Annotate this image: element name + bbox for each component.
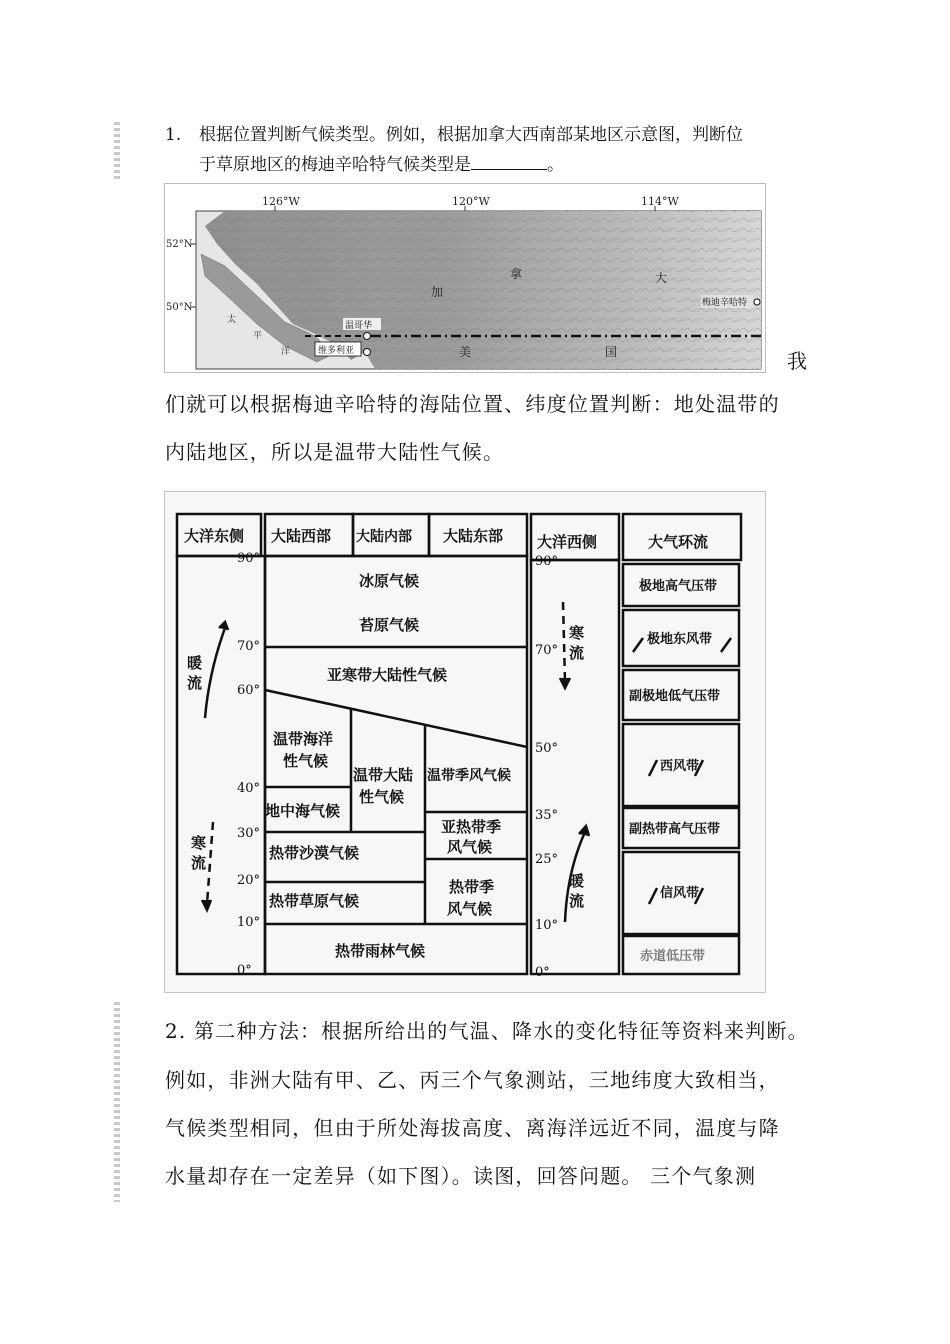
- left-lat-0: 0°: [237, 963, 252, 978]
- region-char-guo: 国: [605, 345, 618, 359]
- climate-tropical-rainforest: 热带雨林气候: [335, 942, 426, 960]
- climate-tropical-desert: 热带沙漠气候: [269, 844, 360, 862]
- right-lat-0: 0°: [535, 965, 550, 980]
- climate-temperate-continental-2: 性气候: [359, 788, 405, 806]
- city-label-vancouver: 温哥华: [345, 321, 373, 331]
- answer-blank[interactable]: [471, 155, 547, 170]
- question-1-line2: [165, 150, 815, 180]
- climate-subtropical-monsoon-1: 亚热带季: [441, 818, 502, 836]
- city-label-victoria: 维多利亚: [318, 346, 355, 356]
- question-1-text-2: 于草原地区的梅迪辛哈特气候类型是: [199, 155, 471, 175]
- region-char-na: 拿: [510, 267, 523, 281]
- left-lat-20: 20°: [237, 873, 261, 888]
- left-cold-arrow: [207, 822, 213, 904]
- region-char-jia: 加: [431, 285, 444, 299]
- climate-temperate-maritime-1: 温带海洋: [273, 730, 334, 748]
- margin-mark-bottom: [114, 1002, 120, 1202]
- climate-subarctic: 亚寒带大陆性气候: [327, 666, 448, 684]
- q2-line1: 2. 第二种方法：根据所给出的气温、降水的变化特征等资料来判断。: [165, 1019, 809, 1043]
- right-lat-50: 50°: [535, 741, 559, 756]
- header-continent-east: 大陆东部: [443, 527, 504, 545]
- climate-temperate-continental-1: 温带大陆: [353, 766, 414, 784]
- q2-line4: 水量却存在一定差异（如下图）。读图，回答问题。 三个气象测: [165, 1164, 757, 1188]
- belt-polar-easterlies: 极地东风带: [647, 632, 713, 647]
- margin-mark-top: [114, 122, 120, 180]
- right-lat-25: 25°: [535, 852, 559, 867]
- region-char-mei: 美: [459, 345, 472, 359]
- left-cold-current-1: 寒: [191, 834, 207, 852]
- climate-temperate-monsoon: 温带季风气候: [427, 768, 511, 784]
- belt-trade-winds: 信风带: [660, 886, 700, 901]
- question-1-line1: [165, 120, 815, 150]
- left-cold-current-2: 流: [191, 854, 207, 872]
- lon-label-120: 120°W: [452, 195, 490, 208]
- right-lat-90: 90°: [535, 554, 559, 569]
- climate-tundra: 苔原气候: [359, 616, 420, 634]
- map-svg: [165, 184, 765, 372]
- left-warm-arrow: [205, 628, 225, 718]
- after-map-line2: 们就可以根据梅迪辛哈特的海陆位置、纬度位置判断：地处温带的: [165, 392, 780, 416]
- climate-mediterranean: 地中海气候: [265, 802, 341, 820]
- wind-arrow-icon: [649, 888, 657, 904]
- climate-tropical-savanna: 热带草原气候: [269, 892, 360, 910]
- lon-label-114: 114°W: [641, 195, 679, 208]
- climate-table-svg: [165, 492, 765, 992]
- left-warm-current-1: 暖: [187, 654, 203, 672]
- climate-tropical-monsoon-2: 风气候: [447, 900, 493, 918]
- climate-temperate-maritime-2: 性气候: [283, 752, 329, 770]
- right-lat-10: 10°: [535, 918, 559, 933]
- city-label-medicine-hat: 梅迪辛哈特: [702, 298, 748, 308]
- city-dot-medicine-hat: [754, 299, 760, 305]
- left-lat-70: 70°: [237, 639, 261, 654]
- belt-equatorial-low: 赤道低压带: [640, 949, 706, 964]
- belt-westerlies: 西风带: [660, 759, 700, 774]
- wind-arrow-icon: [649, 760, 657, 776]
- left-lat-30: 30°: [237, 826, 261, 841]
- wind-arrow-icon: [633, 638, 643, 652]
- question-1: [165, 120, 815, 180]
- left-lat-40: 40°: [237, 781, 261, 796]
- left-lat-60: 60°: [237, 683, 261, 698]
- left-warm-current-2: 流: [187, 674, 203, 692]
- lon-label-126: 126°W: [262, 195, 300, 208]
- right-lat-35: 35°: [535, 808, 559, 823]
- wind-arrow-icon: [721, 638, 731, 652]
- question-1-number: 1.: [165, 125, 182, 145]
- header-continent-inner: 大陆内部: [356, 529, 412, 545]
- question-1-text: 根据位置判断气候类型。例如，根据加拿大西南部某地区示意图，判断位: [199, 125, 743, 145]
- left-lat-10: 10°: [237, 915, 261, 930]
- q2-line3: 气候类型相同，但由于所处海拔高度、离海洋远近不同，温度与降: [165, 1116, 780, 1140]
- belt-polar-high: 极地高气压带: [639, 579, 718, 594]
- climate-ice-cap: 冰原气候: [359, 572, 420, 590]
- header-circulation: 大气环流: [648, 533, 709, 551]
- region-char-tai: 太: [227, 315, 237, 325]
- header-ocean-east: 大洋东侧: [184, 527, 245, 545]
- climate-subtropical-monsoon-2: 风气候: [447, 838, 493, 856]
- right-warm-current-2: 流: [569, 892, 585, 910]
- right-cold-arrow: [563, 602, 565, 682]
- region-char-da: 大: [655, 271, 668, 285]
- region-char-yang: 洋: [281, 347, 291, 357]
- right-cold-current-2: 流: [569, 644, 585, 662]
- belt-subtropical-high: 副热带高气压带: [629, 822, 721, 837]
- header-ocean-west: 大洋西侧: [537, 533, 598, 551]
- climate-tropical-monsoon-1: 热带季: [449, 878, 495, 896]
- lat-label-52: 52°N: [166, 239, 193, 250]
- region-char-ping: 平: [253, 331, 263, 341]
- right-lat-70: 70°: [535, 643, 559, 658]
- city-dot-victoria: [364, 349, 371, 356]
- header-continent-west: 大陆西部: [271, 527, 332, 545]
- city-dot-vancouver: [364, 333, 371, 340]
- left-lat-90: 90°: [237, 551, 261, 566]
- climate-table-figure: [164, 491, 766, 993]
- q2-line2: 例如，非洲大陆有甲、乙、丙三个气象测站，三地纬度大致相当，: [165, 1068, 780, 1092]
- right-cold-current-1: 寒: [569, 624, 585, 642]
- right-warm-current-1: 暖: [569, 872, 585, 890]
- after-map-trailing: 我: [787, 349, 807, 373]
- map-figure: [164, 183, 766, 373]
- question-1-end: 。: [547, 155, 564, 175]
- belt-subpolar-low: 副极地低气压带: [629, 689, 721, 704]
- after-map-line3: 内陆地区，所以是温带大陆性气候。: [165, 440, 505, 464]
- lat-label-50: 50°N: [166, 302, 193, 313]
